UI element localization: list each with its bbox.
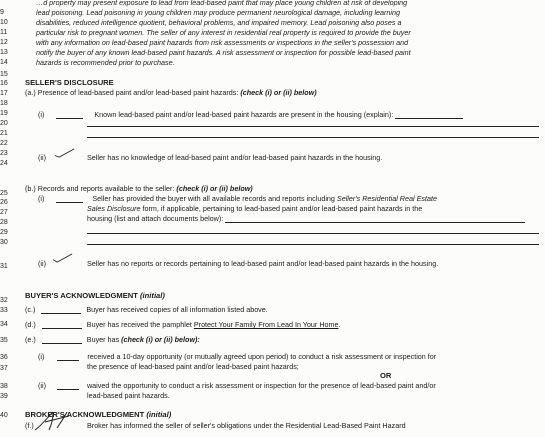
line-number: 36 — [0, 354, 8, 361]
seller-disclosure-heading: SELLER'S DISCLOSURE — [25, 78, 114, 87]
line-number: 12 — [0, 39, 8, 46]
seller-item-a-i — [38, 110, 463, 119]
item-text: form, if applicable, pertaining to lead-based paint and/or lead-based paint hazards in the — [142, 204, 423, 213]
intro-text: particular risk to pregnant women. The seller of any interest in residential real property is required to provide the buyer — [36, 28, 411, 37]
item-label: (a.) — [25, 88, 36, 97]
heading-text: BROKER'S ACKNOWLEDGMENT — [25, 410, 145, 419]
pamphlet-title: Protect Your Family From Lead In Your Home — [193, 320, 339, 329]
item-label: (ii) — [38, 153, 46, 162]
line-number: 33 — [0, 307, 8, 314]
item-text: Buyer has received the pamphlet — [86, 320, 192, 329]
buyer-item-e — [25, 335, 200, 344]
line-number: 20 — [0, 120, 8, 127]
item-text: Records and reports available to the seller: — [37, 184, 175, 193]
buyer-acknowledgment-heading — [25, 291, 165, 300]
line-number: 24 — [0, 160, 8, 167]
line-number: 34 — [0, 321, 8, 328]
line-number: 25 — [0, 190, 8, 197]
seller-item-a — [25, 88, 317, 97]
line-number: 11 — [0, 29, 8, 36]
item-label: (b.) — [25, 184, 36, 193]
item-text: housing (list and attach documents below): — [87, 214, 224, 223]
item-label: (ii) — [38, 381, 46, 390]
line-number: 37 — [0, 365, 8, 372]
buyer-item-e-ii-cont: lead-based paint hazards. — [87, 391, 170, 400]
intro-line — [0, 8, 545, 17]
line-number: 39 — [0, 393, 8, 400]
line-number: 17 — [0, 90, 8, 97]
intro-line — [0, 18, 545, 27]
item-label: (e.) — [25, 335, 36, 344]
item-text: Buyer has received copies of all information listed above. — [86, 305, 268, 314]
line-number: 10 — [0, 19, 8, 26]
documents-line[interactable] — [87, 244, 539, 245]
seller-item-b-i-cont — [87, 204, 422, 213]
line-number: 27 — [0, 209, 8, 216]
item-text: Buyer has — [86, 335, 120, 344]
seller-item-a-ii — [38, 153, 383, 162]
buyer-item-e-i — [38, 352, 436, 361]
line-number: 26 — [0, 199, 8, 206]
line-number: 19 — [0, 110, 8, 117]
line-number: 31 — [0, 263, 8, 270]
initial-blank[interactable] — [57, 382, 79, 390]
item-text: waived the opportunity to conduct a risk assessment or inspection for the presence of lead-based paint and/or — [86, 381, 436, 390]
line-number: 16 — [0, 80, 8, 87]
initial-blank[interactable] — [57, 353, 79, 361]
item-label: (d.) — [25, 320, 36, 329]
line-number: 40 — [0, 412, 8, 419]
line-number: 13 — [0, 49, 8, 56]
intro-text: notify the buyer of any known lead-based paint hazards. A risk assessment or inspection for possible lead-based paint — [36, 48, 411, 57]
intro-line — [0, 28, 545, 37]
item-text: Seller has no reports or records pertaining to lead-based paint and/or lead-based paint hazards in the housing. — [87, 259, 439, 268]
form-name: Sales Disclosure — [87, 204, 141, 213]
item-punct: . — [338, 320, 341, 329]
seller-item-b-ii — [38, 259, 439, 268]
intro-line — [0, 38, 545, 47]
documents-field[interactable] — [225, 215, 525, 223]
buyer-item-e-i-cont: the presence of lead-based paint and/or lead-based paint hazards; — [87, 362, 299, 371]
checkmark-icon — [52, 145, 78, 155]
form-name: Seller's Residential Real Estate — [336, 194, 437, 203]
broker-initials-signature — [33, 408, 71, 432]
item-text: received a 10-day opportunity (or mutually agreed upon period) to conduct a risk assessment or inspection for — [87, 352, 437, 361]
check-instruction: (check (i) or (ii) below) — [240, 88, 317, 97]
initial-blank[interactable] — [56, 195, 83, 203]
or-separator: OR — [380, 371, 392, 380]
line-number: 14 — [0, 59, 8, 66]
checkmark-icon — [50, 250, 76, 260]
item-text: Seller has provided the buyer with all available records and reports including — [92, 194, 335, 203]
explain-line[interactable] — [87, 126, 539, 127]
buyer-item-c — [25, 305, 268, 314]
line-number: 15 — [0, 71, 8, 78]
initial-blank[interactable] — [42, 321, 82, 329]
intro-text: disabilities, reduced intelligence quotient, behavioral problems, and impaired memory. Lead poisoning also poses a — [36, 18, 402, 27]
check-instruction: (check (i) or (ii) below) — [176, 184, 253, 193]
intro-text: …d property may present exposure to lead from lead-based paint that may place young children at risk of developing — [36, 0, 408, 7]
line-number: 23 — [0, 150, 8, 157]
item-label: (i) — [38, 194, 45, 203]
explain-line[interactable] — [87, 137, 539, 138]
line-number: 28 — [0, 219, 8, 226]
initial-blank[interactable] — [42, 336, 82, 344]
item-text: Presence of lead-based paint and/or lead-based paint hazards: — [37, 88, 239, 97]
item-label: (c.) — [25, 305, 36, 314]
intro-line — [0, 0, 545, 7]
intro-text: hazards is recommended prior to purchase. — [36, 58, 175, 67]
seller-item-b — [25, 184, 253, 193]
line-number: 38 — [0, 383, 8, 390]
item-label: (f.) — [25, 421, 34, 430]
intro-text: with any information on lead-based paint hazards from risk assessments or inspections in the seller's possession and — [36, 38, 409, 47]
line-number: 21 — [0, 130, 8, 137]
heading-text: BUYER'S ACKNOWLEDGMENT — [25, 291, 138, 300]
buyer-item-e-ii — [38, 381, 436, 390]
line-number: 30 — [0, 239, 8, 246]
item-label: (ii) — [38, 259, 46, 268]
item-label: (i) — [38, 352, 45, 361]
initial-blank[interactable] — [56, 111, 83, 119]
line-number: 29 — [0, 229, 8, 236]
seller-item-b-i-cont2 — [87, 214, 525, 223]
explain-field[interactable] — [395, 111, 463, 119]
intro-text: lead poisoning. Lead poisoning in young children may produce permanent neurological damage, including learning — [36, 8, 401, 17]
buyer-item-d — [25, 320, 341, 329]
item-label: (i) — [38, 110, 45, 119]
intro-line — [0, 58, 545, 67]
heading-note: (initial) — [146, 410, 172, 419]
initial-blank[interactable] — [41, 306, 81, 314]
line-number: 18 — [0, 100, 8, 107]
item-text: Seller has no knowledge of lead-based paint and/or lead-based paint hazards in the housing. — [87, 153, 383, 162]
seller-item-b-i — [38, 194, 437, 203]
check-instruction: (check (i) or (ii) below): — [121, 335, 200, 344]
line-number: 32 — [0, 297, 8, 304]
item-text: Known lead-based paint and/or lead-based paint hazards are present in the housing (explain): — [94, 110, 394, 119]
line-number: 35 — [0, 337, 8, 344]
documents-line[interactable] — [87, 233, 539, 234]
line-number: 9 — [0, 9, 4, 16]
intro-line — [0, 48, 545, 57]
heading-note: (initial) — [140, 291, 165, 300]
line-number: 22 — [0, 140, 8, 147]
item-text: Broker has informed the seller of seller's obligations under the Residential Lead-Based Paint Hazard — [87, 421, 406, 430]
